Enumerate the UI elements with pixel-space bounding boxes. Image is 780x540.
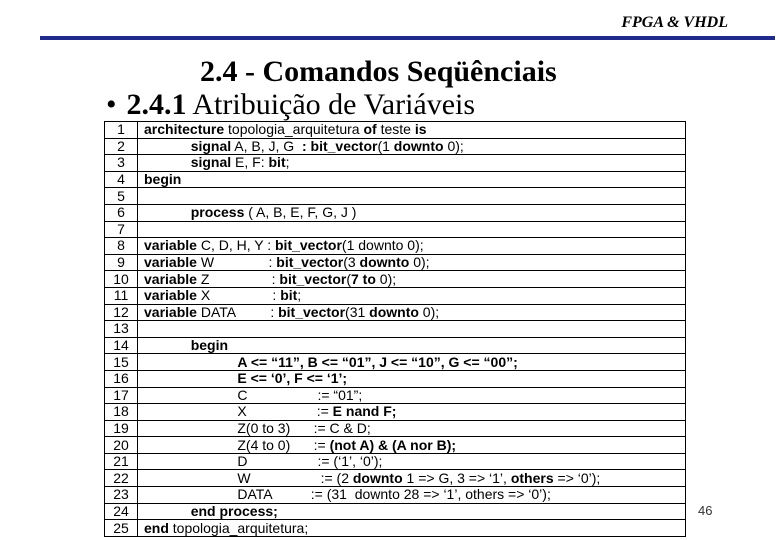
header-title: FPGA & VHDL xyxy=(621,14,728,31)
code-keyword: downto xyxy=(369,303,419,320)
code-text: E, F: xyxy=(231,154,269,171)
code-keyword: bit_vector xyxy=(275,237,342,254)
code-keyword: : xyxy=(301,137,307,154)
code-keyword: begin xyxy=(190,337,229,354)
code-keyword: variable xyxy=(144,270,197,287)
line-number: 24 xyxy=(105,503,138,520)
code-text: W : xyxy=(196,254,277,271)
code-text: (31 xyxy=(345,303,370,320)
code-text xyxy=(144,138,191,154)
line-number: 5 xyxy=(105,188,138,205)
code-text: 1 => G, 3 => ‘1’, xyxy=(402,469,511,486)
code-line xyxy=(138,420,686,437)
line-number: 25 xyxy=(105,520,138,537)
code-row xyxy=(105,287,686,304)
code-text: ; xyxy=(297,287,302,304)
code-text: 0); xyxy=(418,303,440,320)
line-number: 17 xyxy=(105,387,138,404)
code-line xyxy=(138,122,686,139)
code-keyword: others xyxy=(510,469,554,486)
code-row xyxy=(105,470,686,487)
code-text: Z(0 to 3) := C & D; xyxy=(144,419,371,436)
code-keyword: bit_vector xyxy=(279,270,347,287)
code-keyword: E <= ‘0’, F <= ‘1’; xyxy=(237,370,348,387)
code-line xyxy=(138,404,686,421)
code-keyword: A <= “11”, B <= “01”, J <= “10”, G <= “00”; xyxy=(237,353,518,370)
code-keyword: process xyxy=(190,204,245,221)
code-line xyxy=(138,204,686,221)
code-text: DATA := (31 downto 28 => ‘1’, others => ‘0’); xyxy=(144,486,551,503)
subtitle-text: Atribuição de Variáveis xyxy=(192,88,476,121)
code-keyword: variable xyxy=(144,287,197,304)
code-line xyxy=(138,254,686,271)
line-number: 12 xyxy=(105,304,138,321)
code-line xyxy=(138,188,686,205)
code-line xyxy=(138,271,686,288)
code-line xyxy=(138,238,686,255)
code-row xyxy=(105,453,686,470)
code-row xyxy=(105,503,686,520)
code-text: X := xyxy=(144,403,333,420)
code-keyword: is xyxy=(414,121,427,138)
code-keyword: E nand F; xyxy=(332,403,397,420)
code-line xyxy=(138,387,686,404)
code-row xyxy=(105,204,686,221)
code-keyword: bit_vector xyxy=(310,137,378,154)
code-keyword: bit_vector xyxy=(276,254,344,271)
line-number: 10 xyxy=(105,271,138,288)
header-rule xyxy=(40,36,775,40)
code-text: ; xyxy=(285,154,290,171)
line-number: 20 xyxy=(105,437,138,454)
code-text: (3 xyxy=(343,254,360,271)
code-keyword: 7 to xyxy=(351,270,376,287)
code-text: C := “01”; xyxy=(144,386,363,403)
bullet-icon: • xyxy=(106,88,117,121)
code-text: C, D, H, Y : xyxy=(196,237,275,254)
code-line xyxy=(138,287,686,304)
line-number: 8 xyxy=(105,238,138,255)
code-row xyxy=(105,520,686,537)
line-number: 9 xyxy=(105,254,138,271)
line-number: 15 xyxy=(105,354,138,371)
code-keyword: variable xyxy=(144,237,197,254)
code-text: D := (‘1’, ‘0’); xyxy=(144,453,383,470)
code-line xyxy=(138,354,686,371)
code-line xyxy=(138,155,686,172)
line-number: 4 xyxy=(105,171,138,188)
code-keyword: architecture xyxy=(144,121,225,138)
code-row xyxy=(105,487,686,504)
line-number: 16 xyxy=(105,370,138,387)
line-number: 18 xyxy=(105,404,138,421)
code-text: => ‘0’); xyxy=(553,469,601,486)
code-row xyxy=(105,271,686,288)
code-row xyxy=(105,404,686,421)
line-number: 2 xyxy=(105,138,138,155)
code-text: DATA : xyxy=(196,303,279,320)
code-line xyxy=(138,171,686,188)
code-text: (1 xyxy=(377,137,394,154)
code-text xyxy=(144,370,237,386)
code-line xyxy=(138,221,686,238)
code-text: 0); xyxy=(443,137,464,154)
code-line xyxy=(138,503,686,520)
line-number: 11 xyxy=(105,287,138,304)
code-text: Z(4 to 0) := xyxy=(144,436,330,453)
slide-title: 2.4 - Comandos Seqüênciais xyxy=(200,55,557,88)
code-keyword: downto xyxy=(352,469,403,486)
code-keyword: end xyxy=(144,519,169,536)
code-keyword: bit xyxy=(268,154,286,171)
code-row xyxy=(105,155,686,172)
code-row xyxy=(105,321,686,338)
code-row xyxy=(105,221,686,238)
code-row xyxy=(105,122,686,139)
code-line xyxy=(138,437,686,454)
code-line xyxy=(138,520,686,537)
line-number: 1 xyxy=(105,122,138,139)
code-row xyxy=(105,370,686,387)
code-text: topologia_arquitetura xyxy=(224,121,364,138)
code-text: W := (2 xyxy=(144,469,353,486)
code-row xyxy=(105,254,686,271)
line-number: 7 xyxy=(105,221,138,238)
code-row xyxy=(105,188,686,205)
code-row xyxy=(105,238,686,255)
code-keyword: signal xyxy=(190,154,232,171)
line-number: 14 xyxy=(105,337,138,354)
code-keyword: variable xyxy=(144,254,197,271)
code-line xyxy=(138,453,686,470)
code-row xyxy=(105,387,686,404)
code-text xyxy=(144,354,237,370)
code-keyword: signal xyxy=(190,137,232,154)
slide-subtitle xyxy=(106,88,475,122)
code-text: 0); xyxy=(375,270,397,287)
line-number: 6 xyxy=(105,204,138,221)
subtitle-number: 2.4.1 xyxy=(126,88,187,121)
code-text: topologia_arquitetura; xyxy=(168,519,309,536)
code-line xyxy=(138,370,686,387)
code-keyword: (not A) & (A nor B); xyxy=(329,436,457,453)
code-row xyxy=(105,304,686,321)
code-keyword: downto xyxy=(359,254,410,271)
line-number: 23 xyxy=(105,487,138,504)
code-text: ( xyxy=(346,270,351,287)
code-text xyxy=(144,503,191,519)
code-line xyxy=(138,470,686,487)
line-number: 19 xyxy=(105,420,138,437)
code-row xyxy=(105,354,686,371)
line-number: 22 xyxy=(105,470,138,487)
code-keyword: bit xyxy=(280,287,298,304)
code-keyword: begin xyxy=(144,171,182,188)
line-number: 3 xyxy=(105,155,138,172)
code-row xyxy=(105,437,686,454)
code-text xyxy=(144,337,191,353)
code-row xyxy=(105,138,686,155)
code-text: (1 downto 0); xyxy=(341,237,424,254)
code-text: ( A, B, E, F, G, J ) xyxy=(244,204,357,221)
line-number: 21 xyxy=(105,453,138,470)
code-keyword: of xyxy=(363,121,377,138)
code-line xyxy=(138,321,686,338)
line-number: 13 xyxy=(105,321,138,338)
code-row xyxy=(105,420,686,437)
code-table xyxy=(104,121,686,537)
code-row xyxy=(105,171,686,188)
code-keyword: end process; xyxy=(190,502,278,519)
code-keyword: downto xyxy=(393,137,444,154)
code-line xyxy=(138,487,686,504)
code-line xyxy=(138,304,686,321)
code-keyword: bit_vector xyxy=(278,303,346,320)
code-line xyxy=(138,138,686,155)
code-keyword: variable xyxy=(144,303,197,320)
code-text: X : xyxy=(196,287,281,304)
code-row xyxy=(105,337,686,354)
code-text: 0); xyxy=(409,254,430,271)
page-number: 46 xyxy=(698,503,713,518)
code-text: Z : xyxy=(196,270,280,287)
code-text xyxy=(144,154,191,170)
code-text: teste xyxy=(376,121,415,138)
code-text: A, B, J, G xyxy=(231,137,302,154)
code-line xyxy=(138,337,686,354)
code-text xyxy=(144,204,191,220)
